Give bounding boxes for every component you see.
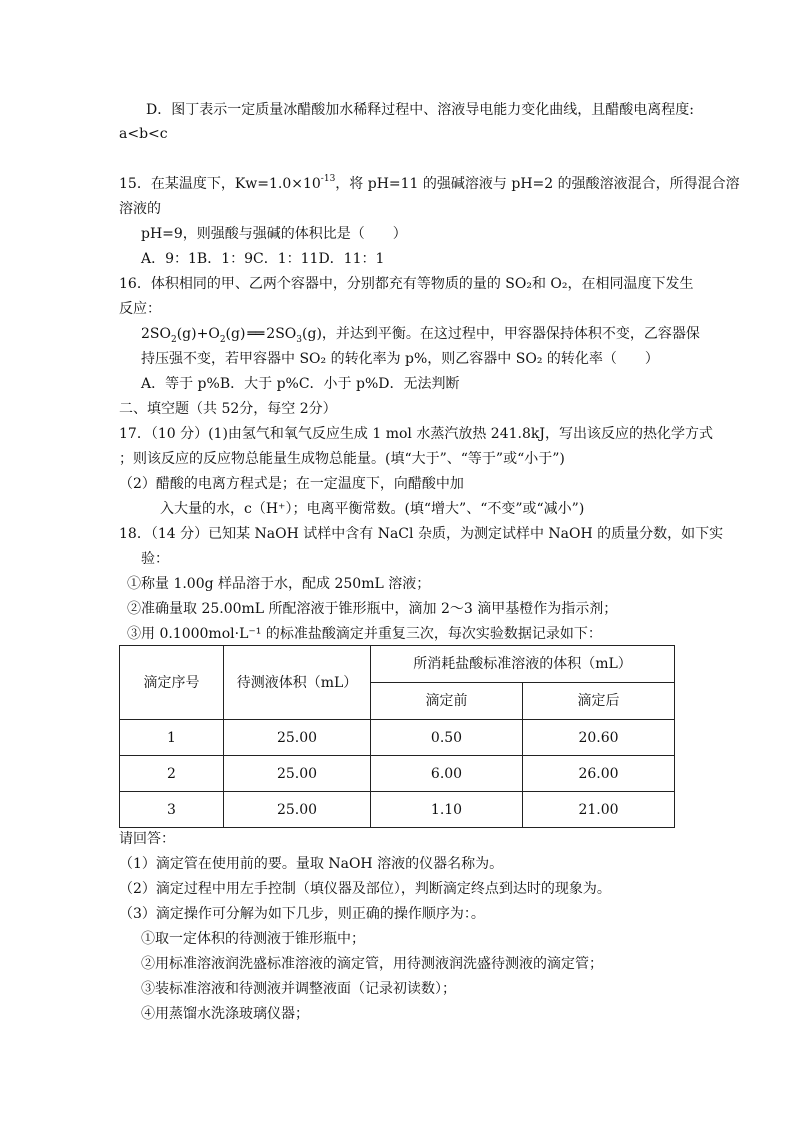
question-18-line1: 18．（14 分）已知某 NaOH 试样中含有 NaCl 杂质，为测定试样中 NaOH 的质量分数，如下实	[119, 526, 724, 542]
eq-sub-1: 2	[170, 334, 177, 345]
cell-seq: 3	[120, 792, 224, 828]
cell-after: 26.00	[523, 756, 675, 792]
eq-part-3: (g)	[225, 326, 246, 342]
eq-part-5: (g)，并达到平衡。在这过程中，甲容器保持体积不变，乙容器保	[302, 326, 700, 342]
question-15-line2: 溶液的	[119, 201, 161, 217]
eq-sub-2: 2	[219, 334, 226, 345]
question-15-line3: pH=9，则强酸与强碱的体积比是（ ）	[141, 226, 407, 242]
header-before: 滴定前	[371, 683, 523, 720]
question-17-line4: 入大量的水，c（H⁺）；电离平衡常数。(填“增大”、“不变”或“减小”)	[160, 501, 585, 517]
option-d-line2: a<b<c	[119, 126, 168, 142]
question-17-line2: ；则该反应的反应物总能量生成物总能量。(填“大于”、“等于”或“小于”)	[119, 451, 565, 467]
cell-after: 20.60	[523, 720, 675, 756]
option-d-line1: D．图丁表示一定质量冰醋酸加水稀释过程中、溶液导电能力变化曲线，且醋酸电离程度:	[146, 102, 694, 118]
question-18-step2: ②准确量取 25.00mL 所配溶液于锥形瓶中，滴加 2～3 滴甲基橙作为指示剂；	[127, 601, 618, 617]
question-17-line1: 17．（10 分）(1)由氢气和氧气反应生成 1 mol 水蒸汽放热 241.8kJ，写出该反应的热化学方式	[119, 426, 713, 442]
table-row	[120, 792, 675, 828]
eq-part-1: 2SO	[141, 326, 171, 342]
question-18-part2: （2）滴定过程中用左手控制（填仪器及部位），判断滴定终点到达时的现象为。	[119, 881, 611, 897]
question-18-part1: （1）滴定管在使用前的要。量取 NaOH 溶液的仪器名称为。	[119, 856, 504, 872]
operation-step-2: ②用标准溶液润洗盛标准溶液的滴定管，用待测液润洗盛待测液的滴定管；	[141, 956, 603, 972]
operation-step-1: ①取一定体积的待测液于锥形瓶中；	[141, 931, 365, 947]
question-18-step1: ①称量 1.00g 样品溶于水，配成 250mL 溶液；	[127, 576, 431, 592]
question-16-equation	[141, 324, 700, 344]
question-15-line1	[119, 174, 740, 194]
table-row	[120, 720, 675, 756]
cell-seq: 2	[120, 756, 224, 792]
titration-data-table	[119, 645, 675, 828]
question-18-part3: （3）滴定操作可分解为如下几步，则正确的操作顺序为：。	[119, 906, 485, 922]
cell-volume: 25.00	[224, 756, 371, 792]
eq-part-4: 2SO	[266, 326, 297, 342]
question-18-line2: 验：	[141, 551, 169, 567]
header-after: 滴定后	[523, 683, 675, 720]
question-15-options: A．9：1B．1：9C．1：11D．11：1	[141, 251, 385, 267]
equilibrium-arrow: ══	[247, 326, 265, 342]
cell-before: 1.10	[371, 792, 523, 828]
answer-prompt: 请回答：	[119, 831, 175, 847]
cell-before: 6.00	[371, 756, 523, 792]
cell-before: 0.50	[371, 720, 523, 756]
section-heading: 二、填空题（共 52分，每空 2分）	[119, 401, 337, 417]
question-16-options: A．等于 p%B．大于 p%C．小于 p%D．无法判断	[141, 376, 460, 392]
header-volume: 待测液体积（mL）	[224, 646, 371, 720]
header-seq: 滴定序号	[120, 646, 224, 720]
cell-volume: 25.00	[224, 720, 371, 756]
question-17-line3: （2）醋酸的电离方程式是；在一定温度下，向醋酸中加	[119, 476, 464, 492]
operation-step-3: ③装标准溶液和待测液并调整液面（记录初读数）；	[141, 981, 456, 997]
eq-sub-3: 3	[296, 334, 303, 345]
question-18-step3: ③用 0.1000mol·L⁻¹ 的标准盐酸滴定并重复三次，每次实验数据记录如下：	[127, 626, 602, 642]
question-16-line4: 持压强不变，若甲容器中 SO₂ 的转化率为 p%，则乙容器中 SO₂ 的转化率（ ）	[141, 351, 659, 367]
table-row	[120, 756, 675, 792]
header-consumed: 所消耗盐酸标准溶液的体积（mL）	[371, 646, 675, 683]
q15-exponent: -13	[320, 174, 336, 185]
cell-volume: 25.00	[224, 792, 371, 828]
q15-text-a: 15．在某温度下，Kw=1.0×10	[119, 176, 321, 192]
question-16-line2: 反应：	[119, 301, 161, 317]
question-16-line1: 16．体积相同的甲、乙两个容器中，分别都充有等物质的量的 SO₂和 O₂，在相同温度下发生	[119, 276, 694, 292]
cell-seq: 1	[120, 720, 224, 756]
cell-after: 21.00	[523, 792, 675, 828]
eq-part-2: (g)+O	[176, 326, 220, 342]
q15-text-b: ，将 pH=11 的强碱溶液与 pH=2 的强酸溶液混合，所得混合溶	[335, 176, 740, 192]
operation-step-4: ④用蒸馏水洗涤玻璃仪器；	[141, 1006, 309, 1022]
